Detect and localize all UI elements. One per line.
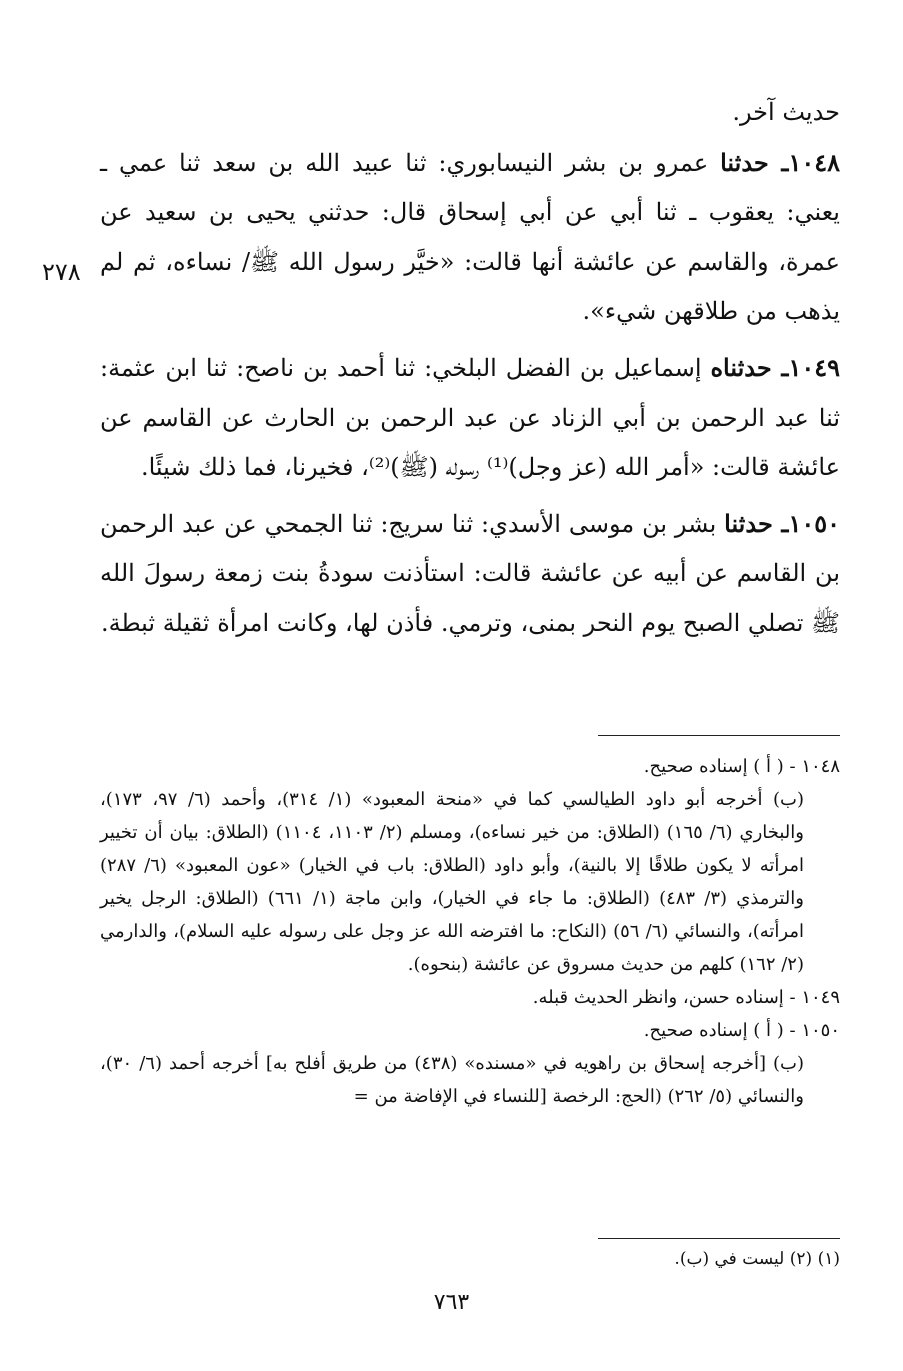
hadith-text: إسماعيل بن الفضل البلخي: ثنا أحمد بن ناصح: ثنا ابن عثمة: ثنا عبد الرحمن بن أبي الزناد عن عبد الرحمن بن الحارث عن القاسم عن عائشة قالت: «أمر الله (عز وجل)⁽¹⁾ رسوله (ﷺ)⁽²⁾، فخيرنا، فما ذلك شيئًا. <box>100 353 840 482</box>
hadith-verb: ـ حدثنا <box>720 147 789 177</box>
hadith-1049 <box>100 343 840 493</box>
note-1048-b: (ب) أخرجه أبو داود الطيالسي كما في «منحة المعبود» (١/ ٣١٤)، وأحمد (٦/ ٩٧، ١٧٣)، والبخاري (٦/ ١٦٥) (الطلاق: من خير نساءه)، ومسلم (٢/ ١١٠٣، ١١٠٤) (الطلاق: بيان أن تخيير امرأته لا يكون طلاقًا إلا بالنية)، وأبو داود (الطلاق: باب في الخيار) «عون المعبود» (٦/ ٢٨٧) والترمذي (٣/ ٤٨٣) (الطلاق: ما جاء في الخيار)، وابن ماجة (١/ ٦٦١) (الطلاق: الرجل يخير امرأته)، والنسائي (٦/ ٥٦) (النكاح: ما افترضه الله عز وجل على رسوله عليه السلام)، والدارمي (٢/ ١٦٢) كلهم من حديث مسروق عن عائشة (بنحوه). <box>100 789 805 975</box>
commentary-notes <box>100 750 840 1113</box>
hadith-number: ١٠٤٨ <box>788 147 840 177</box>
intro-line: حديث آخر. <box>732 98 840 126</box>
hadith-text: بشر بن موسى الأسدي: ثنا سريج: ثنا الجمحي عن عبد الرحمن بن القاسم عن أبيه عن عائشة قالت: استأذنت سودةُ بنت زمعة رسولَ الله ﷺ تصلي الصبح يوم النحر بمنى، وترمي. فأذن لها، وكانت امرأة ثقيلة ثبطة. <box>100 509 840 637</box>
footnote: (١) (٢) ليست في (ب). <box>674 1249 840 1269</box>
note-1049: ١٠٤٩ - إسناده حسن، وانظر الحديث قبله. <box>532 987 840 1008</box>
note-1050-b: (ب) [أخرجه إسحاق بن راهويه في «مسنده» (٤٣٨) من طريق أفلح به] أخرجه أحمد (٦/ ٣٠)، والنسائي (٥/ ٢٦٢) (الحج: الرخصة [للنساء في الإفاضة من = <box>100 1053 804 1107</box>
hadith-1050 <box>100 499 840 649</box>
hadith-verb: ـ حدثناه <box>710 352 789 382</box>
page-number: ٧٦٣ <box>433 1290 470 1315</box>
hadith-number: ١٠٥٠ <box>788 508 840 538</box>
hadith-number: ١٠٤٩ <box>788 352 840 382</box>
hadith-1048 <box>100 138 840 337</box>
main-text <box>100 88 840 649</box>
note-1048-a: ١٠٤٨ - ( أ ) إسناده صحيح. <box>643 756 840 777</box>
footnote-divider <box>598 1238 840 1239</box>
hadith-text: عمرو بن بشر النيسابوري: ثنا عبيد الله بن سعد ثنا عمي ـ يعني: يعقوب ـ ثنا أبي عن أبي إسحاق قال: حدثني يحيى بن سعيد عن عمرة، والقاسم عن عائشة أنها قالت: «خيَّر رسول الله ﷺ/ نساءه، ثم لم يذهب من طلاقهن شيء». <box>100 148 840 326</box>
notes-divider <box>598 735 840 736</box>
note-1050-a: ١٠٥٠ - ( أ ) إسناده صحيح. <box>643 1020 840 1041</box>
margin-page-reference: ٢٧٨ <box>42 258 81 286</box>
hadith-verb: ـ حدثنا <box>724 508 789 538</box>
